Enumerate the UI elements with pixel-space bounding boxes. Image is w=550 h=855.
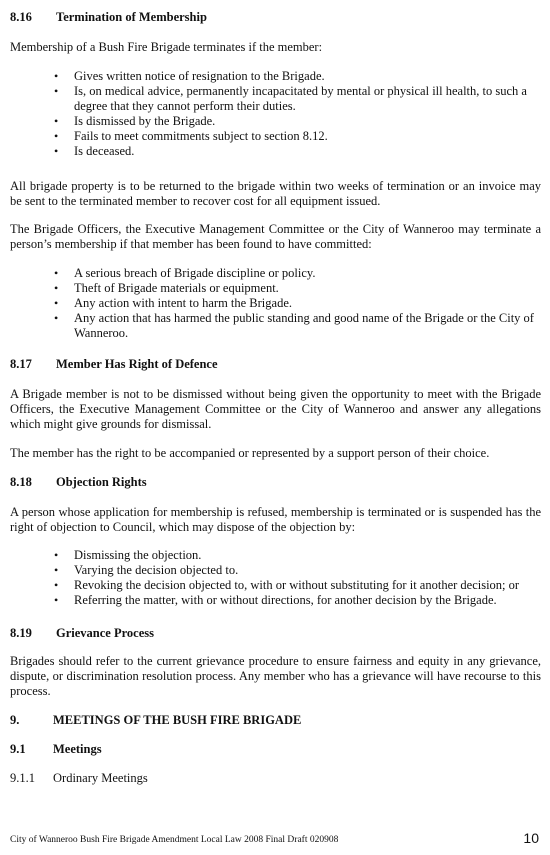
section-heading-8-19 [10, 625, 154, 641]
list-item: • Dismissing the objection. [54, 548, 202, 562]
bullet-list [54, 69, 544, 159]
list-item: • Is, on medical advice, permanently incapacitated by mental or physical ill health, to such a degree that they cannot perform their duties. [54, 84, 527, 113]
list-item: • Fails to meet commitments subject to section 8.12. [54, 129, 328, 143]
section-heading-9 [10, 712, 301, 728]
section-number: 8.19 [10, 626, 32, 640]
bullet-list [54, 548, 544, 608]
list-item: • Any action that has harmed the public standing and good name of the Brigade or the City of Wanneroo. [54, 311, 534, 340]
page-footer: City of Wanneroo Bush Fire Brigade Amendment Local Law 2008 Final Draft 020908 [10, 835, 339, 845]
list-item: • A serious breach of Brigade discipline or policy. [54, 266, 316, 280]
list-item: • Any action with intent to harm the Brigade. [54, 296, 293, 310]
section-heading-8-17 [10, 356, 218, 372]
section-number: 9. [10, 713, 20, 727]
bullet-icon: • [54, 266, 59, 280]
bullet-icon: • [54, 296, 59, 310]
list-item: • Is deceased. [54, 144, 135, 158]
bullet-list [54, 266, 544, 341]
list-item: • Referring the matter, with or without directions, for another decision by the Brigade. [54, 593, 497, 607]
section-title: Grievance Process [56, 626, 154, 640]
page-number: 10 [523, 830, 539, 846]
bullet-icon: • [54, 563, 59, 577]
paragraph: Membership of a Bush Fire Brigade terminates if the member: [10, 40, 323, 54]
bullet-icon: • [54, 593, 59, 607]
section-title: MEETINGS OF THE BUSH FIRE BRIGADE [53, 713, 302, 727]
bullet-icon: • [54, 114, 59, 128]
section-title: Termination of Membership [56, 10, 207, 24]
section-heading-9-1-1 [10, 770, 148, 786]
paragraph: Brigades should refer to the current grievance procedure to ensure fairness and equity in any grievance, dispute, or discrimination resolution process. Any member who has a grievance will have recourse to this process. [10, 654, 541, 698]
bullet-icon: • [54, 129, 59, 143]
list-item: • Gives written notice of resignation to the Brigade. [54, 69, 325, 83]
section-heading-8-18 [10, 474, 147, 490]
paragraph: All brigade property is to be returned to the brigade within two weeks of termination or an invoice may be sent to the terminated member to recover cost for all equipment issued. [10, 179, 541, 208]
section-number: 9.1.1 [10, 771, 35, 785]
bullet-icon: • [54, 281, 59, 295]
bullet-icon: • [54, 84, 59, 98]
bullet-icon: • [54, 548, 59, 562]
section-number: 8.18 [10, 475, 32, 489]
paragraph: The Brigade Officers, the Executive Management Committee or the City of Wanneroo may terminate a person’s membership if that member has been found to have committed: [10, 222, 541, 251]
paragraph: A Brigade member is not to be dismissed without being given the opportunity to meet with the Brigade Officers, the Executive Management Committee or the City of Wanneroo and answer any allegations which might give grounds for dismissal. [10, 387, 541, 431]
section-title: Meetings [53, 742, 102, 756]
list-item: • Varying the decision objected to. [54, 563, 239, 577]
bullet-icon: • [54, 69, 59, 83]
bullet-icon: • [54, 578, 59, 592]
list-item: • Revoking the decision objected to, with or without substituting for it another decision; or [54, 578, 520, 592]
section-title: Member Has Right of Defence [56, 357, 218, 371]
section-number: 9.1 [10, 742, 26, 756]
list-item: • Theft of Brigade materials or equipment. [54, 281, 279, 295]
section-number: 8.17 [10, 357, 32, 371]
section-title: Ordinary Meetings [53, 771, 148, 785]
section-heading-9-1 [10, 741, 102, 757]
section-heading-8-16 [10, 9, 207, 25]
list-item: • Is dismissed by the Brigade. [54, 114, 216, 128]
bullet-icon: • [54, 144, 59, 158]
section-number: 8.16 [10, 10, 32, 24]
paragraph: The member has the right to be accompanied or represented by a support person of their choice. [10, 446, 490, 460]
bullet-icon: • [54, 311, 59, 325]
paragraph: A person whose application for membership is refused, membership is terminated or is suspended has the right of objection to Council, which may dispose of the objection by: [10, 505, 541, 534]
section-title: Objection Rights [56, 475, 147, 489]
